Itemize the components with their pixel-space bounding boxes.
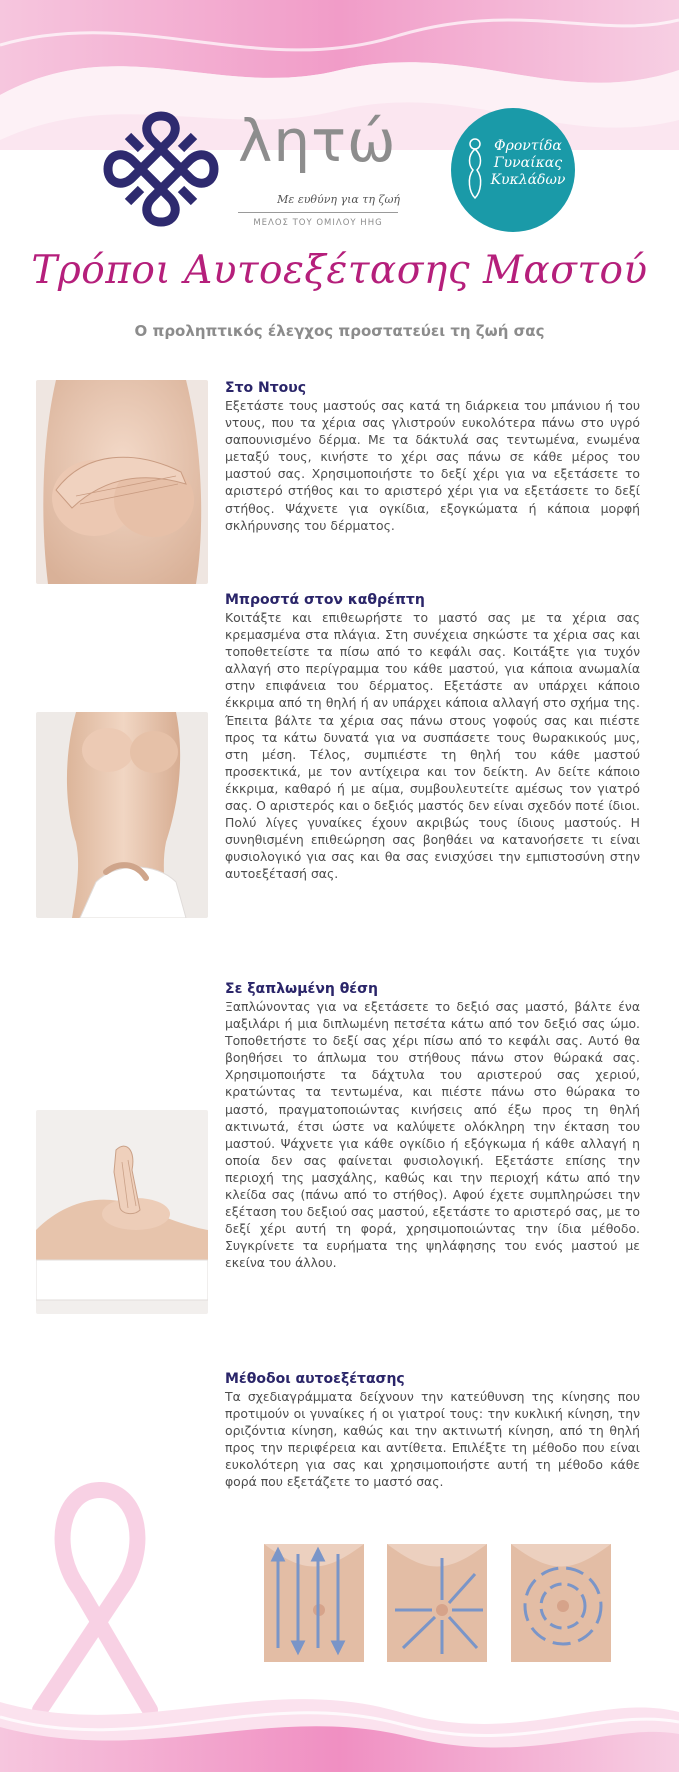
brand-tagline: Με ευθύνη για τη ζωή [277,193,400,206]
circular-diagram [511,1544,611,1662]
section-body: Ξαπλώνοντας για να εξετάσετε το δεξιό σας μαστό, βάλτε ένα μαξιλάρι ή μια διπλωμένη πετσέτα κάτω από τον δεξιό σας ώμο. Τοποθετήστε το δεξί σας χέρι πίσω από το κεφάλι σας. Αυτό θα βοηθήσει το άπλωμα του στήθους πάνω στον θώρακά σας. Χρησιμοποιήστε τα δάχτυλα του αριστερού σας χεριού, κρατώντας τα τεντωμένα, και πιέστε πάνω στο θώρακα το μαστό, πραγματοποιώντας κινήσεις από έξω προς τη θηλή ακτινωτά, έτσι ώστε να καλύψετε ολόκληρη την έκταση του μαστού. Ψάχνετε για κάθε ογκίδιο ή εξόγκωμα ή κάθε αλλαγή η οποία δεν σας φαίνεται φυσιολογική. Εξετάστε επίσης την περιοχή της μασχάλης, καθώς και την περιοχή κάτω από την κλείδα σας (πάνω από το στήθος). Αφού έχετε συμπληρώσει την εξέταση του δεξιού σας μαστού, εξετάστε το αριστερό σας, με το δεξί χέρι αυτή τη φορά, χρησιμοποιώντας την ίδια μέθοδο. Συγκρίνετε τα ευρήματα της ψηλάφησης του ενός μαστού με εκείνα του άλλου. [225,999,640,1271]
page-subtitle: Ο προληπτικός έλεγχος προστατεύει τη ζωή σας [134,322,545,340]
shower-exam-photo [36,380,208,584]
section-body: Κοιτάξτε και επιθεωρήστε το μαστό σας με τα χέρια σας κρεμασμένα στα πλάγια. Στη συνέχεια σηκώστε τα χέρια σας και τοποθετείστε τα πίσω από το κεφάλι σας. Κοιτάξτε για τυχόν αλλαγή στο περίγραμμα του κάθε μαστού, για κάποια ανωμαλία στην επιφάνεια του δέρματος. Εξετάστε αν υπάρχει κάποιο έκκριμα από τη θηλή ή αν υπάρχει κάποια αλλαγή στο σχήμα της. Έπειτα βάλτε τα χέρια σας πάνω στους γοφούς σας και πιέστε προς τα κάτω δυνατά για να συσπάσετε τους θωρακικούς μυς, στη μέση. Τέλος, συμπιέστε τη θηλή του κάθε μαστού προσεκτικά, με τον αντίχειρα και τον δείκτη. Αν δείτε κάποιο έκκριμα, καθαρό ή με αίμα, συμβουλευτείτε αμέσως τον γιατρό σας. Ο αριστερός και ο δεξιός μαστός δεν είναι σχεδόν ποτέ ίδιοι. Πολύ λίγες γυναίκες έχουν ακριβώς τους ίδιους μαστούς. Η συνηθισμένη επιθεώρηση σας βοηθάει να κατανοήσετε τι είναι φυσιολογικό για σας και θα σας ενισχύσει την εμπιστοσύνη στην αυτοεξέτασή σας. [225,610,640,882]
page-title: Τρόποι Αυτοεξέτασης Μαστού [31,248,648,293]
partner-line-3: Κυκλάδων [490,172,566,188]
radial-diagram [387,1544,487,1662]
partner-line-2: Γυναίκας [493,155,563,171]
bottom-wave-decoration [0,1672,679,1772]
leto-logo [100,108,400,228]
vertical-strip-diagram [264,1544,364,1662]
section-heading: Μπροστά στον καθρέπτη [225,592,425,608]
brand-name: λητώ [238,107,397,175]
section-methods [225,1371,640,1491]
section-lying [225,981,640,1272]
section-heading: Σε ξαπλωμένη θέση [225,981,378,997]
partner-line-1: Φροντίδα [494,138,562,154]
section-body: Τα σχεδιαγράμματα δείχνουν την κατεύθυνση της κίνησης που προτιμούν οι γυναίκες ή οι γιατροί τους: την κυκλική κίνηση, την οριζόντια κίνηση, καθώς και την ακτινωτή κίνηση, από τη θηλή προς την περιφέρεια και αντίθετα. Επιλέξτε τη μέθοδο που είναι ευκολότερη για σας και χρησιμοποιήστε αυτή τη μέθοδο κάθε φορά που εξετάζετε το μαστό σας. [225,1389,640,1490]
partner-badge [451,108,575,232]
section-shower [225,380,640,534]
partner-name [483,138,573,189]
leto-knot-icon [100,108,222,230]
section-mirror [225,592,640,883]
mirror-exam-photo [36,712,208,918]
brand-member-text: ΜΕΛΟΣ ΤΟΥ ΟΜΙΛΟΥ HHG [253,218,383,228]
section-heading: Στο Ντους [225,380,307,396]
lying-exam-photo [36,1110,208,1314]
section-heading: Μέθοδοι αυτοεξέτασης [225,1371,405,1387]
brand-divider [238,212,398,213]
section-body: Εξετάστε τους μαστούς σας κατά τη διάρκεια του μπάνιου ή του ντους, που τα χέρια σας γλιστρούν ευκολότερα πάνω στο υγρό σαπουνισμένο δέρμα. Με τα δάκτυλά σας τεντωμένα, ενωμένα μεταξύ τους, κινήστε το χέρι σας πάνω σε κάθε μέρος του μαστού σας. Χρησιμοποιήστε το δεξί χέρι για να εξετάσετε το αριστερό στήθος και το αριστερό χέρι για να εξετάσετε το δεξί στήθος. Ψάχνετε για ογκίδια, εξογκώματα ή κάποια μορφή σκλήρυνσης του δέρματος. [225,398,640,533]
